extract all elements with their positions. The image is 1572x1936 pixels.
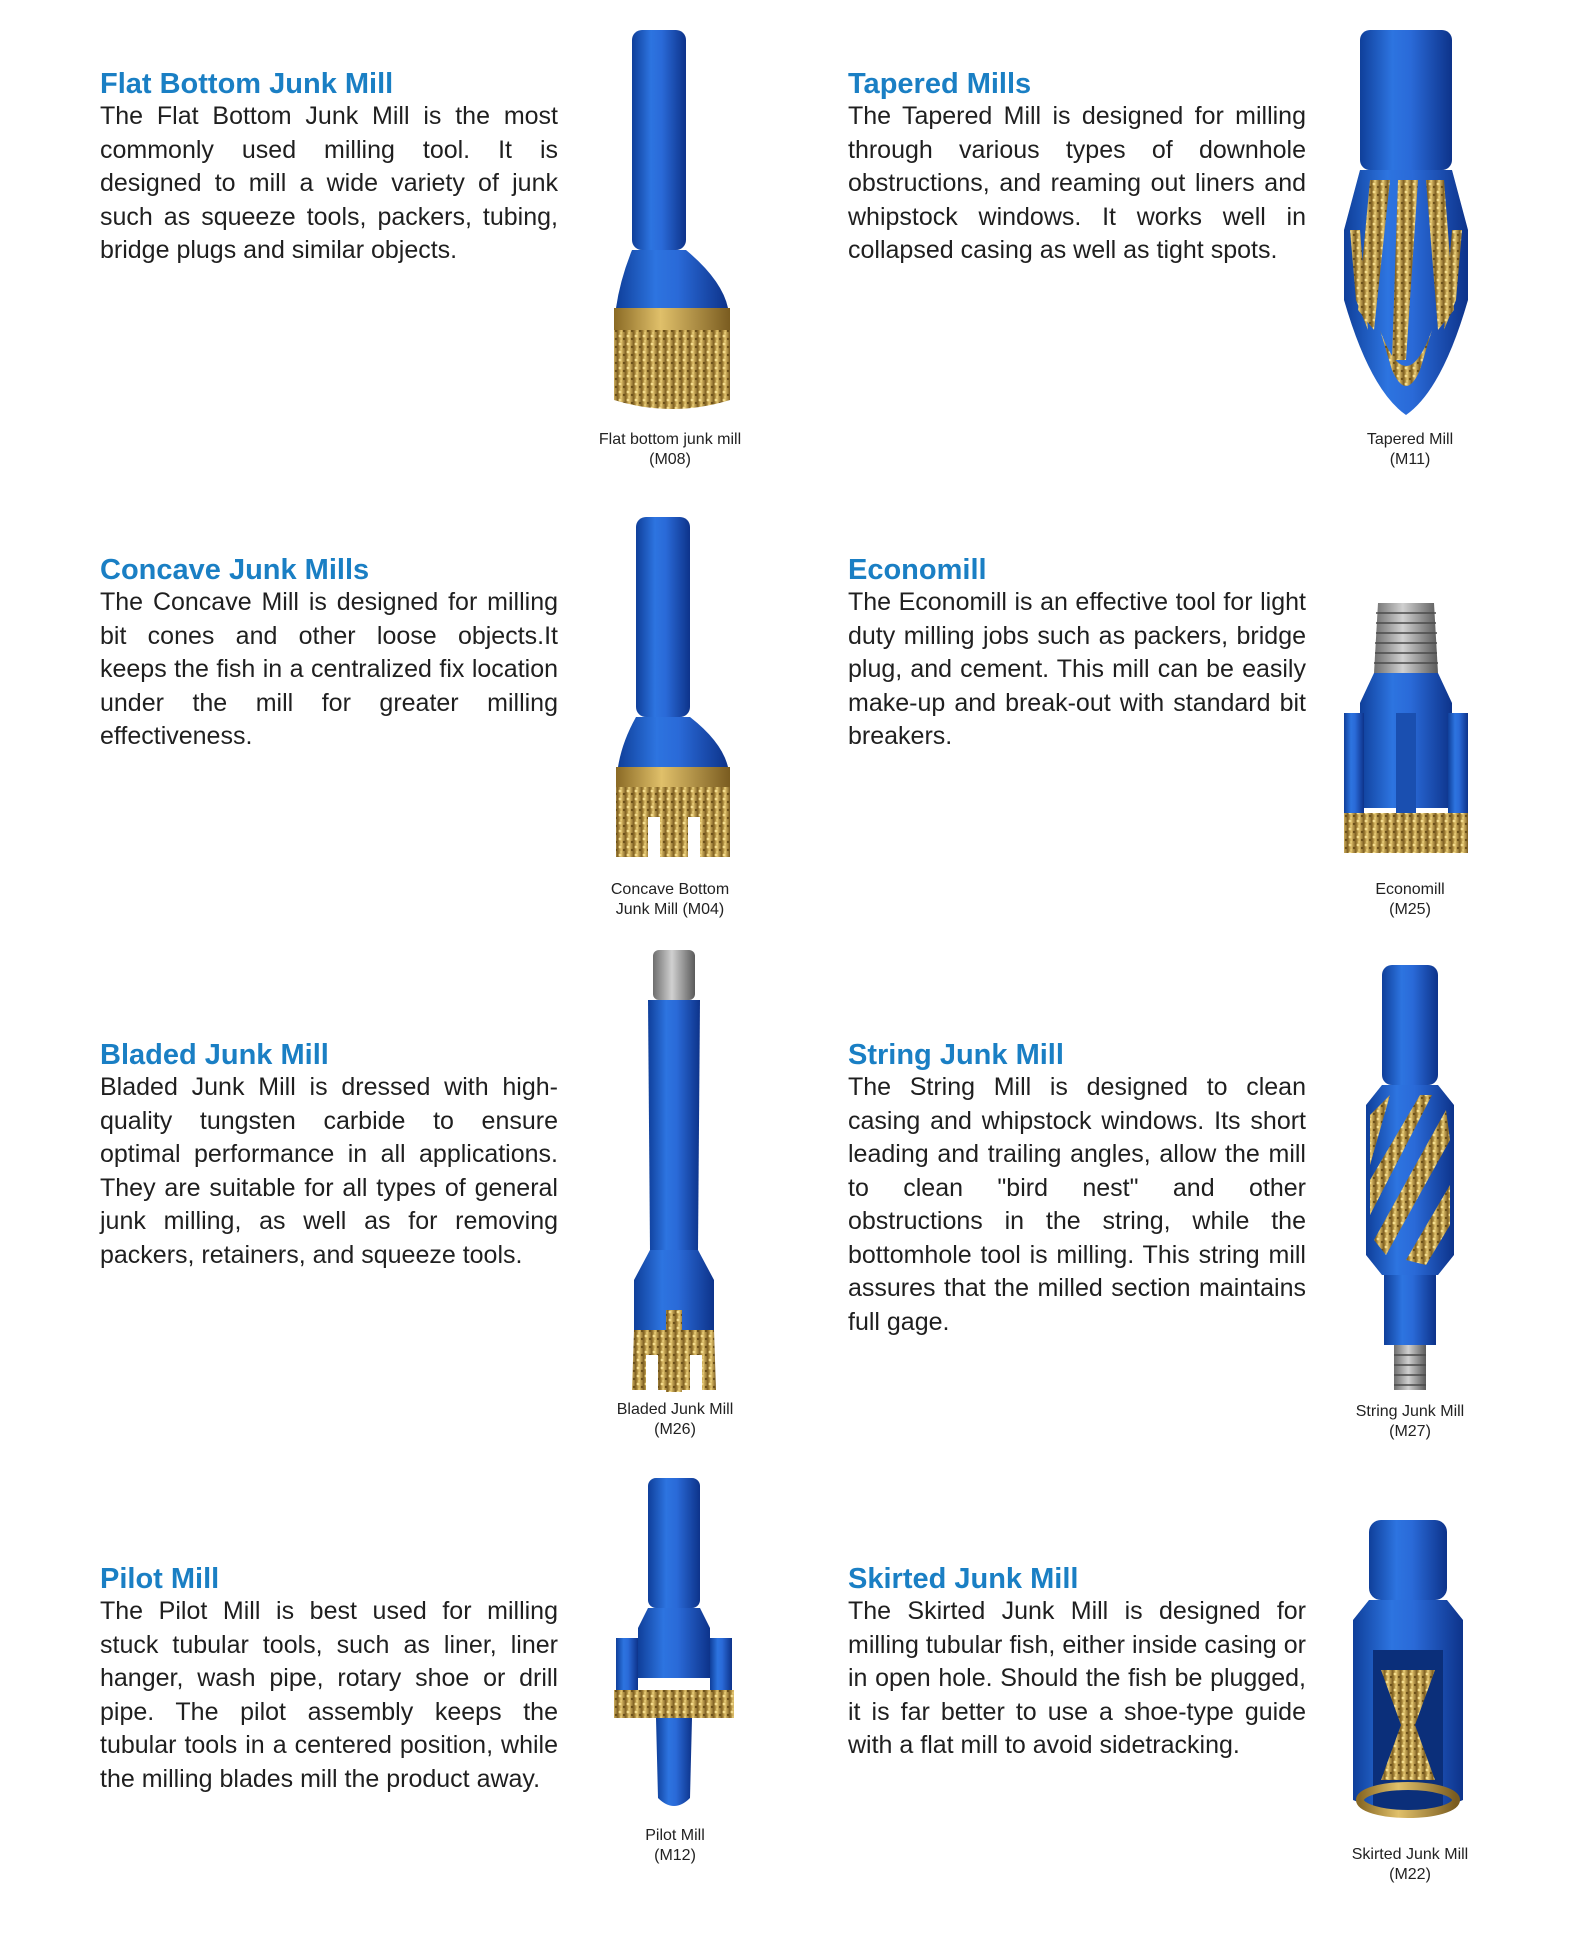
bladed-junk-mill-image (620, 950, 730, 1395)
product-description: The Pilot Mill is best used for milling stuck tubular tools, such as liner, liner hanger, wash pipe, rotary shoe or drill pipe. The pilot assembly keeps the tubular tools in a centered position, while the milling blades mill the product away. (100, 1597, 558, 1793)
product-description: Bladed Junk Mill is dressed with high-quality tungsten carbide to ensure optimal performance in all applications. They are suitable for all types of general junk milling, as well as for removing packers, retainers, and squeeze tools. (100, 1073, 558, 1269)
product-title: String Junk Mill (848, 1039, 1064, 1071)
product-caption: String Junk Mill (M27) (1355, 1403, 1465, 1440)
product-title: Concave Junk Mills (100, 554, 370, 586)
skirted-junk-mill-image (1345, 1520, 1471, 1830)
product-description: The Concave Mill is designed for milling bit cones and other loose objects.It keeps the fish in a centralized fix location under the mill for greater milling effectiveness. (100, 588, 558, 750)
product-title: Pilot Mill (100, 1563, 220, 1595)
tapered-mill-image (1340, 30, 1472, 420)
economill-image (1340, 603, 1472, 863)
product-title: Flat Bottom Junk Mill (100, 68, 394, 100)
product-description: The Flat Bottom Junk Mill is the most commonly used milling tool. It is designed to mill a wide variety of junk such as squeeze tools, packers, tubing, bridge plugs and similar objects. (100, 102, 558, 264)
product-description: The String Mill is designed to clean casing and whipstock windows. Its short leading and trailing angles, allow the mill to clean "bird nest" and other obstructions in the string, while the bottomhole tool is milling. This string mill assures that the milled section maintains full gage. (848, 1073, 1306, 1336)
product-description: The Economill is an effective tool for light duty milling jobs such as packers, bridge plug, and cement. This mill can be easily make-up and break-out with standard bit breakers. (848, 588, 1306, 750)
product-caption: Concave Bottom Junk Mill (M04) (610, 881, 730, 918)
flat-bottom-junk-mill-image (610, 30, 734, 420)
concave-junk-mill-image (610, 517, 734, 867)
product-title: Skirted Junk Mill (848, 1563, 1079, 1595)
product-title: Bladed Junk Mill (100, 1039, 329, 1071)
product-caption: Pilot Mill (M12) (645, 1827, 705, 1864)
string-junk-mill-image (1360, 965, 1460, 1400)
pilot-mill-image (610, 1478, 738, 1818)
product-description: The Tapered Mill is designed for milling through various types of downhole obstructions, and reaming out liners and whipstock windows. It works well in collapsed casing as well as tight spots. (848, 102, 1306, 264)
product-caption: Economill (M25) (1375, 881, 1445, 918)
product-caption: Bladed Junk Mill (M26) (616, 1401, 734, 1438)
product-caption: Tapered Mill (M11) (1366, 431, 1454, 468)
product-title: Tapered Mills (848, 68, 1032, 100)
product-title: Economill (848, 554, 987, 586)
product-caption: Skirted Junk Mill (M22) (1351, 1846, 1469, 1883)
product-description: The Skirted Junk Mill is designed for milling tubular fish, either inside casing or in open hole. Should the fish be plugged, it is far better to use a shoe-type guide with a flat mill to avoid sidetracking. (848, 1597, 1306, 1759)
product-caption: Flat bottom junk mill (M08) (598, 431, 742, 468)
